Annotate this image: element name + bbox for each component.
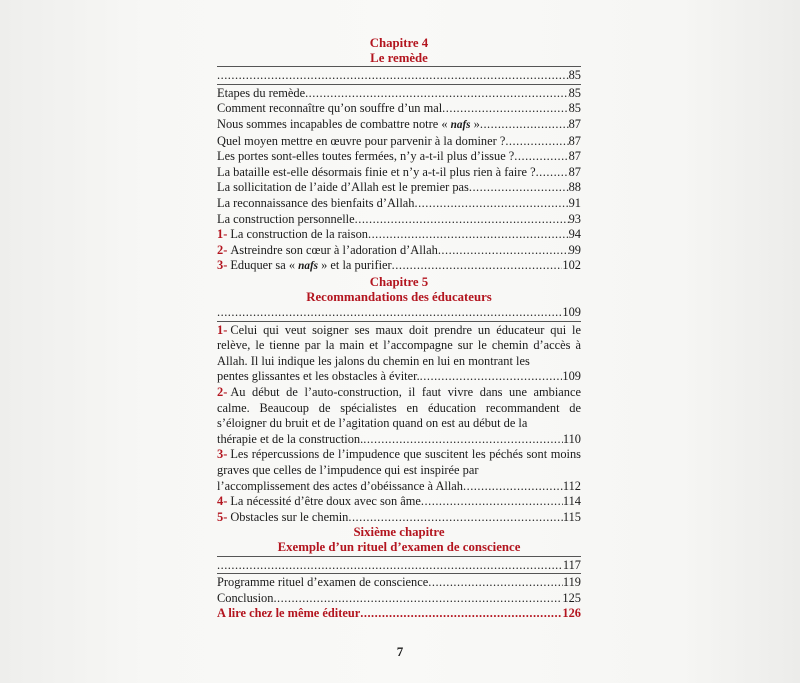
divider xyxy=(217,556,581,557)
toc-entry: La reconnaissance des bienfaits d’Allah ..... 91 xyxy=(217,196,581,212)
toc-entry: Conclusion ..... 125 xyxy=(217,591,581,607)
toc-paragraph: 3- Les répercussions de l’impudence que suscitent les péchés sont moins graves que celles de l’impudence qui est inspirée par l’accomplissement des actes d’obéissance à Allah ..... 112 xyxy=(217,447,581,494)
chapter-6-title: Exemple d’un rituel d’examen de conscience xyxy=(277,540,521,554)
table-of-contents xyxy=(217,36,581,622)
toc-entry: Etapes du remède ..... 85 xyxy=(217,86,581,102)
divider xyxy=(217,321,581,322)
page-number: 7 xyxy=(396,644,404,659)
toc-entry: La bataille est-elle désormais finie et n’y a-t-il plus rien à faire ? ..... 87 xyxy=(217,165,581,181)
divider xyxy=(217,84,581,85)
divider xyxy=(217,66,581,67)
toc-entry-editor: A lire chez le même éditeur ..... 126 xyxy=(217,606,581,622)
chapter-5-intro: ..... 109 xyxy=(217,305,581,321)
toc-entry: 4- La nécessité d’être doux avec son âme ..... 114 xyxy=(217,494,581,510)
toc-entry: 2- Astreindre son cœur à l’adoration d’Allah ..... 99 xyxy=(217,243,581,259)
chapter-5-label: Chapitre 5 xyxy=(369,274,429,289)
toc-entry: 1- La construction de la raison ..... 94 xyxy=(217,227,581,243)
chapter-4-intro: ..... 85 xyxy=(217,68,581,84)
divider xyxy=(217,573,581,574)
toc-entry: Quel moyen mettre en œuvre pour parvenir à la dominer ? ..... 87 xyxy=(217,134,581,150)
chapter-6-label: Sixième chapitre xyxy=(353,525,445,540)
toc-paragraph: 2- Au début de l’auto-construction, il faut vivre dans une ambiance calme. Beaucoup de spécialistes en éducation recommandent de s’éloigner du bruit et de l’agitation quand on est au début de la thérapie et de la construction. ..... 110 xyxy=(217,385,581,447)
toc-entry: Programme rituel d’examen de conscience ..... 119 xyxy=(217,575,581,591)
chapter-6-intro: ..... 117 xyxy=(217,558,581,574)
chapter-4-label: Chapitre 4 xyxy=(369,36,429,50)
toc-entry: La sollicitation de l’aide d’Allah est le premier pas ..... 88 xyxy=(217,180,581,196)
toc-entry: Les portes sont-elles toutes fermées, n’y a-t-il plus d’issue ? ..... 87 xyxy=(217,149,581,165)
toc-entry: Nous sommes incapables de combattre notre « nafs » ..... 87 xyxy=(217,117,581,134)
toc-paragraph: 1- Celui qui veut soigner ses maux doit prendre un éducateur qui le relève, le tienne par la main et l’accompagne sur le chemin d’accès à Allah. Il lui indique les jalons du chemin en lui en montrant les pentes glissantes et les obstacles à éviter. ..... 109 xyxy=(217,323,581,385)
toc-entry: 5- Obstacles sur le chemin ..... 115 xyxy=(217,510,581,526)
toc-entry: Comment reconnaître qu’on souffre d’un mal ..... 85 xyxy=(217,101,581,117)
chapter-5-title: Recommandations des éducateurs xyxy=(306,289,492,304)
chapter-4-title: Le remède xyxy=(370,50,428,65)
toc-entry: La construction personnelle ..... 93 xyxy=(217,212,581,228)
toc-entry: 3- Eduquer sa « nafs » et la purifier ..... 102 xyxy=(217,258,581,275)
